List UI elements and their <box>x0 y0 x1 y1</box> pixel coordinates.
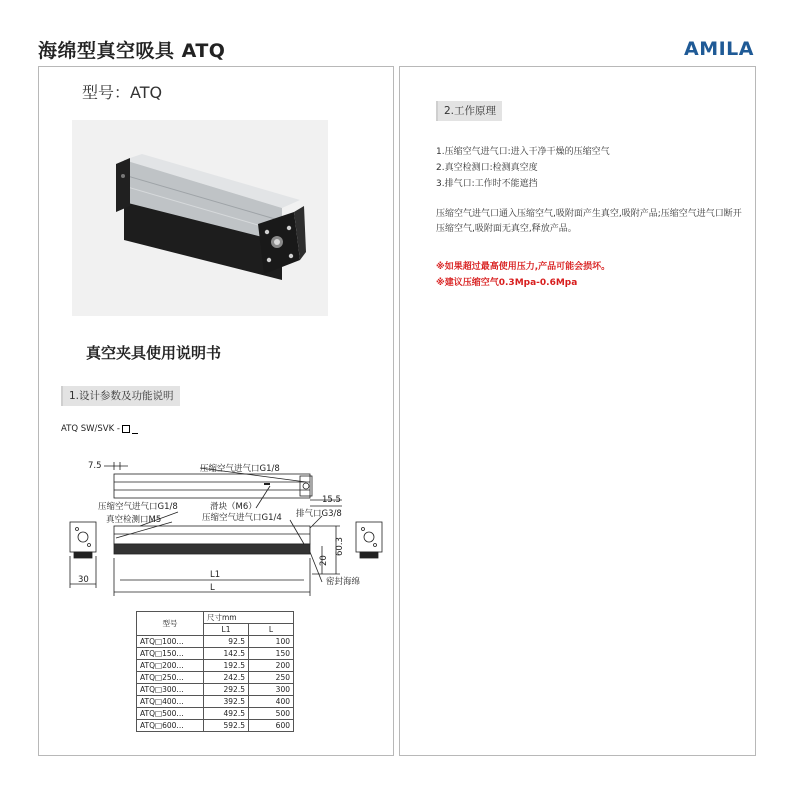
table-cell-model: ATQ□300... <box>137 684 204 696</box>
label-sponge: 密封海绵 <box>326 577 361 587</box>
label-inlet-top: 压缩空气进气口G1/8 <box>200 464 280 474</box>
table-cell-l: 400 <box>249 696 294 708</box>
table-cell-l: 100 <box>249 636 294 648</box>
section-heading-principle: 2.工作原理 <box>436 101 502 121</box>
table-cell-model: ATQ□400... <box>137 696 204 708</box>
table-row <box>137 696 294 708</box>
technical-drawing <box>60 456 390 604</box>
manual-title: 真空夹具使用说明书 <box>86 344 222 362</box>
principle-line-exhaust: 3.排气口:工作时不能遮挡 <box>436 179 538 189</box>
order-code-box <box>122 425 130 433</box>
principle-description: 压缩空气进气口通入压缩空气,吸附面产生真空,吸附产品;压缩空气进气口断开压缩空气,吸附面无真空,释放产品。 <box>436 209 742 234</box>
table-header-size: 尺寸mm <box>204 612 294 624</box>
table-cell-model: ATQ□150... <box>137 648 204 660</box>
dim-l: L <box>210 583 215 593</box>
table-cell-l1: 592.5 <box>204 720 249 732</box>
table-row <box>137 636 294 648</box>
table-cell-l1: 92.5 <box>204 636 249 648</box>
table-header-l1: L1 <box>204 624 249 636</box>
order-code-text: ATQ SW/SVK - <box>61 424 120 434</box>
table-cell-model: ATQ□600... <box>137 720 204 732</box>
page-title: 海绵型真空吸具 ATQ <box>38 40 226 62</box>
table-row <box>137 708 294 720</box>
label-vacuum-port: 真空检测口M5 <box>106 515 162 525</box>
table-row <box>137 660 294 672</box>
table-header-l: L <box>249 624 294 636</box>
dim-30: 30 <box>78 575 89 585</box>
table-cell-model: ATQ□100... <box>137 636 204 648</box>
product-photo <box>72 120 328 316</box>
brand-logo: AMILA <box>684 38 754 60</box>
table-cell-l: 300 <box>249 684 294 696</box>
table-cell-l1: 242.5 <box>204 672 249 684</box>
label-inlet-left: 压缩空气进气口G1/8 <box>98 502 178 512</box>
table-cell-l1: 192.5 <box>204 660 249 672</box>
table-cell-l: 500 <box>249 708 294 720</box>
label-inlet-g14: 压缩空气进气口G1/4 <box>202 513 282 523</box>
dim-7-5: 7.5 <box>88 461 102 471</box>
warning-max-pressure: ※如果超过最高使用压力,产品可能会损坏。 <box>436 262 611 272</box>
table-cell-model: ATQ□200... <box>137 660 204 672</box>
table-cell-l: 600 <box>249 720 294 732</box>
principle-line-inlet: 1.压缩空气进气口:进入干净干燥的压缩空气 <box>436 147 610 157</box>
table-cell-l1: 492.5 <box>204 708 249 720</box>
table-cell-l: 150 <box>249 648 294 660</box>
table-cell-model: ATQ□250... <box>137 672 204 684</box>
dim-l1: L1 <box>210 570 221 580</box>
table-cell-l1: 292.5 <box>204 684 249 696</box>
table-cell-l1: 392.5 <box>204 696 249 708</box>
table-row <box>137 672 294 684</box>
label-exhaust: 排气口G3/8 <box>296 509 342 519</box>
table-cell-l: 200 <box>249 660 294 672</box>
dim-20: 20 <box>319 555 329 566</box>
order-code-dash <box>132 433 138 434</box>
table-cell-l: 250 <box>249 672 294 684</box>
table-row <box>137 720 294 732</box>
table-row <box>137 648 294 660</box>
order-code <box>61 424 138 434</box>
principle-line-vacuum: 2.真空检测口:检测真空度 <box>436 163 538 173</box>
warning-recommended-pressure: ※建议压缩空气0.3Mpa-0.6Mpa <box>436 278 578 288</box>
dim-15-5: 15.5 <box>322 495 341 505</box>
dim-60-3: 60.3 <box>335 537 345 556</box>
table-header-model: 型号 <box>137 612 204 636</box>
model-label: 型号：ATQ <box>82 83 163 102</box>
dimension-table <box>136 611 294 732</box>
table-row <box>137 684 294 696</box>
table-cell-model: ATQ□500... <box>137 708 204 720</box>
table-cell-l1: 142.5 <box>204 648 249 660</box>
label-slider: 滑块（M6） <box>210 502 257 512</box>
section-heading-design: 1.设计参数及功能说明 <box>61 386 180 406</box>
